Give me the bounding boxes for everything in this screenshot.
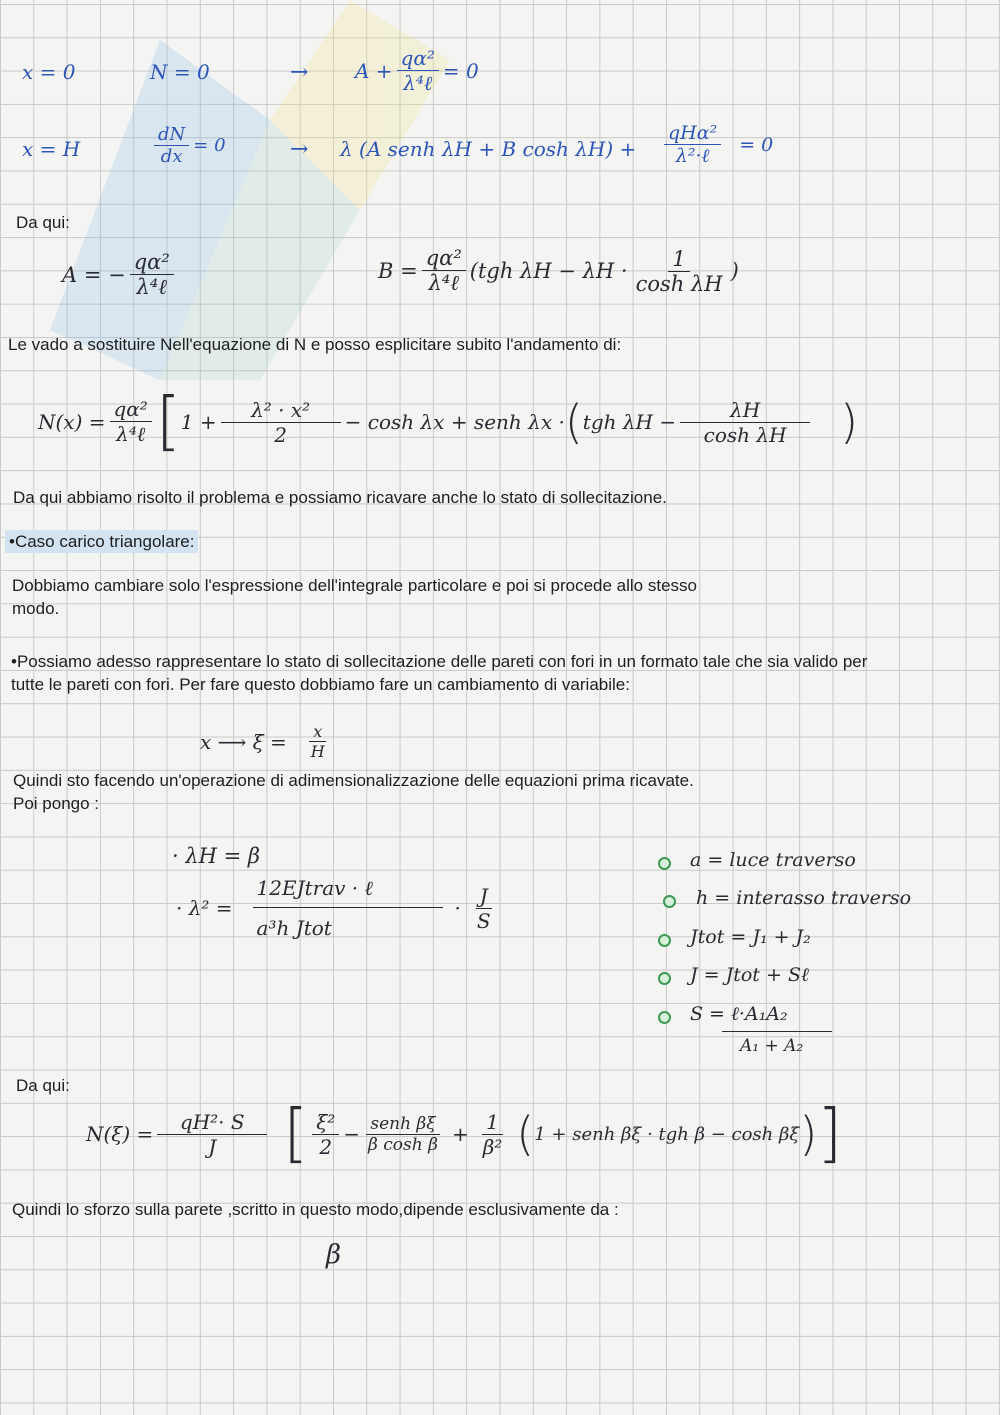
b-num: qα² [422, 246, 466, 271]
heading-caso-triangolare: •Caso carico triangolare: [5, 530, 198, 553]
final-senh-num: senh βξ [366, 1114, 439, 1135]
final-beta-fraction [479, 1110, 507, 1159]
bc1-arrow: → [290, 60, 309, 85]
b-den2: cosh λH [635, 271, 723, 296]
text-quindi-adim: Quindi sto facendo un'operazione di adimensionalizzazione delle equazioni prima ricavate. [13, 771, 694, 790]
final-two: 2 [319, 1134, 333, 1159]
text-poi-pongo: Poi pongo : [13, 794, 100, 813]
text-da-qui-1: Da qui: [16, 213, 70, 232]
legend-item-3: Jtot = J₁ + J₂ [690, 926, 811, 948]
a-fraction [130, 250, 174, 300]
final-minus: − [343, 1122, 361, 1146]
var-change-lhs: x ⟶ ξ = [200, 729, 287, 754]
final-lhs: N(ξ) = [86, 1122, 154, 1146]
legend-item-5-den: A₁ + A₂ [740, 1036, 804, 1056]
def2-fraction2 [473, 884, 495, 933]
n-one-plus: 1 + [180, 410, 217, 434]
text-da-qui-2: Da qui: [16, 1076, 70, 1095]
bc2-fraction [154, 124, 189, 167]
def-lambda2 [176, 876, 499, 940]
n-paren-close: ) [840, 395, 859, 449]
text-quindi-sforzo: Quindi lo sforzo sulla parete ,scritto in questo modo,dipende esclusivamente da : [12, 1200, 619, 1219]
n-num: qα² [110, 397, 152, 422]
final-bracket-open: [ [283, 1097, 309, 1171]
bc2-num: dN [154, 124, 189, 146]
n-frac-lh-den: cosh λH [703, 422, 787, 447]
bc2-expr: λ (A senh λH + B cosh λH) + [340, 137, 637, 161]
def2-dot: · [454, 896, 461, 920]
final-paren-open: ( [516, 1107, 535, 1161]
b-paren-open: (tgh λH − λH · [469, 259, 628, 283]
bc1-fraction [397, 46, 439, 96]
def2-den: a³h Jtot [256, 916, 332, 940]
n-lhs: N(x) = [38, 410, 106, 434]
n-den: λ⁴ℓ [116, 422, 146, 446]
a-lhs: A = − [62, 263, 126, 287]
bc2-second-term [660, 122, 773, 168]
legend-item-4: J = Jtot + Sℓ [690, 964, 809, 986]
text-dobbiamo-a: Dobbiamo cambiare solo l'espressione dell'integrale particolare e poi si procede allo stesso [12, 576, 697, 595]
n-bracket-open: [ [155, 385, 181, 459]
b-den: λ⁴ℓ [428, 271, 459, 295]
bc2-den2: λ²·ℓ [675, 145, 710, 167]
final-beta2: β² [482, 1134, 503, 1159]
bc1-den: λ⁴ℓ [403, 71, 433, 95]
n-tgh: tgh λH − [582, 410, 677, 434]
legend-bullet-3 [658, 934, 671, 947]
solution-a [62, 250, 178, 300]
legend-bullet-4 [658, 972, 671, 985]
text-dobbiamo-b: modo. [12, 599, 60, 618]
bc2-zero: = 0 [193, 135, 226, 156]
solution-b [378, 246, 739, 296]
bc1-equation [355, 46, 479, 96]
var-den: H [310, 742, 325, 761]
bc2-num2: qHα² [664, 122, 721, 145]
b-lhs: B = [378, 259, 418, 283]
def2-fraction [253, 876, 443, 940]
n-frac-lh [680, 398, 810, 447]
text-sostituire: Le vado a sostituire Nell'equazione di N e posso esplicitare subito l'andamento di: [8, 335, 622, 354]
n-paren-open: ( [564, 395, 583, 449]
n-mid: − cosh λx + senh λx · [344, 410, 565, 434]
b-fraction2 [632, 247, 727, 296]
b-paren-close: ) [730, 259, 739, 283]
bc2-zero2: = 0 [739, 134, 774, 156]
n-fraction [110, 397, 152, 447]
legend-fraction-line [722, 1031, 832, 1032]
def2-lhs: · λ² = [176, 896, 233, 920]
legend-bullet-2 [663, 895, 676, 908]
def-lambda-h: · λH = β [172, 844, 261, 868]
a-num: qα² [130, 250, 174, 275]
legend-item-2: h = interasso traverso [696, 887, 912, 909]
final-senh-fraction [364, 1114, 442, 1155]
def2-num2: J [476, 884, 492, 909]
final-den: J [208, 1134, 217, 1159]
bc2-den: dx [160, 146, 183, 167]
bc2-fraction2 [664, 122, 721, 168]
variable-change [200, 722, 333, 761]
final-bracket-close: ] [817, 1097, 843, 1171]
bc1-num: qα² [397, 46, 439, 71]
text-risolto: Da qui abbiamo risolto il problema e possiamo ricavare anche lo stato di sollecitazione. [13, 488, 667, 507]
bc1-expr: A + [355, 59, 393, 83]
bc2-derivative [150, 124, 226, 167]
bc1-zero: = 0 [442, 59, 479, 83]
text-possiamo-b: tutte le pareti con fori. Per fare questo dobbiamo fare un cambiamento di variabile: [11, 675, 630, 694]
final-one: 1 [482, 1110, 503, 1135]
b-one: 1 [668, 247, 689, 272]
bc1-x: x = 0 [22, 60, 76, 84]
n-frac-lh-num: λH [680, 398, 810, 423]
equation-n-x [38, 385, 859, 459]
legend-bullet-5 [658, 1011, 671, 1024]
final-xi-fraction [312, 1110, 339, 1159]
legend-bullet-1 [658, 857, 671, 870]
final-paren-content: 1 + senh βξ · tgh β − cosh βξ [534, 1123, 800, 1145]
a-den: λ⁴ℓ [136, 275, 167, 299]
bc2-arrow: → [290, 137, 309, 162]
def2-den2: S [476, 908, 491, 933]
legend-item-1: a = luce traverso [690, 849, 856, 871]
b-fraction [422, 246, 466, 296]
final-plus: + [451, 1122, 469, 1146]
text-possiamo-a: •Possiamo adesso rappresentare lo stato di sollecitazione delle pareti con fori in un formato tale che sia valido per [11, 652, 868, 671]
n-frac-x2 [221, 398, 341, 447]
bc2-x: x = H [22, 137, 81, 161]
equation-n-xi [86, 1097, 843, 1171]
var-fraction [307, 722, 329, 761]
n-frac-x2-num: λ² · x² [221, 398, 341, 423]
final-senh-den: β cosh β [368, 1134, 438, 1155]
var-num: x [309, 722, 326, 742]
final-num: qH²· S [157, 1110, 267, 1135]
final-fraction [157, 1110, 267, 1159]
final-xi2: ξ² [312, 1110, 339, 1135]
legend-item-5: S = ℓ·A₁A₂ [690, 1003, 788, 1025]
n-frac-x2-den: 2 [274, 422, 287, 447]
beta-symbol: β [326, 1240, 342, 1270]
final-paren-close: ) [799, 1107, 818, 1161]
def2-num: 12EJtrav · ℓ [253, 876, 443, 908]
bc1-n: N = 0 [150, 60, 210, 84]
